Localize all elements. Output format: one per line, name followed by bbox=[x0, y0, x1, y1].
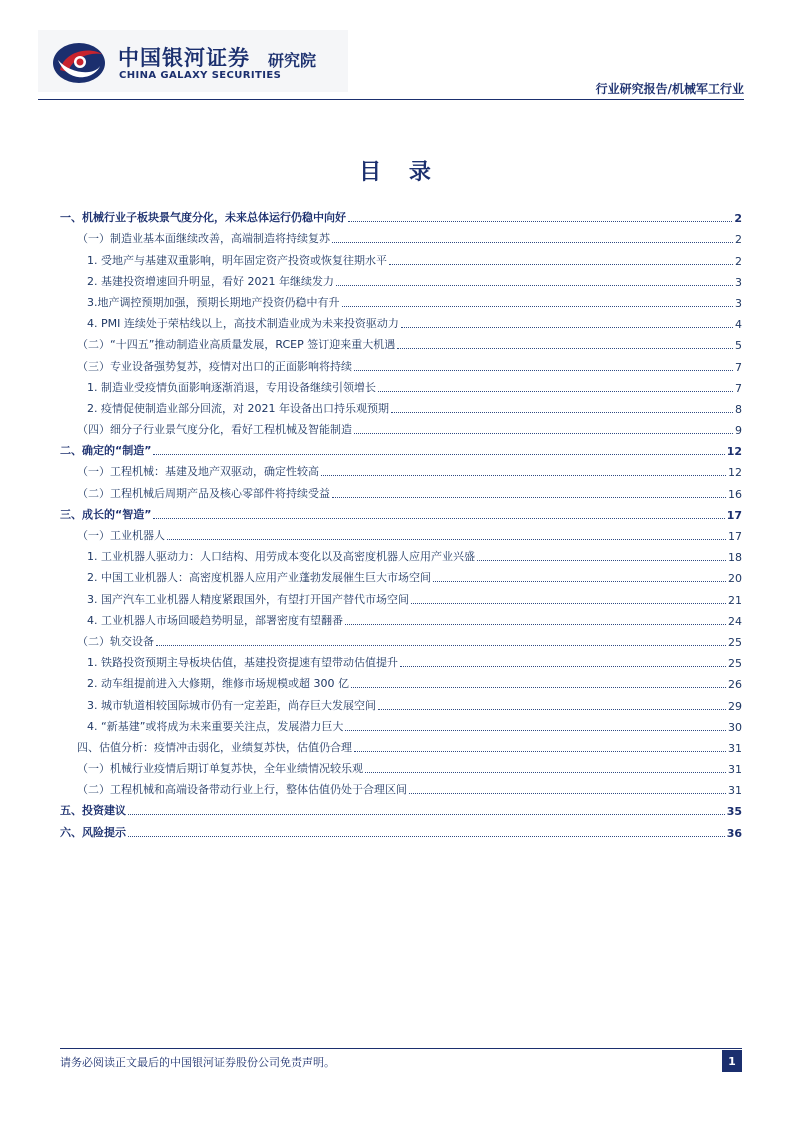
toc-entry[interactable] bbox=[60, 246, 742, 267]
toc-entry-page: 36 bbox=[726, 826, 742, 840]
toc-dot-leader bbox=[365, 772, 726, 773]
toc-entry-text: 2. 中国工业机器人：高密度机器人应用产业蓬勃发展催生巨大市场空间 bbox=[87, 571, 431, 585]
toc-entry-text: 1. 制造业受疫情负面影响逐渐消退，专用设备继续引领增长 bbox=[87, 380, 376, 394]
toc-entry-page: 24 bbox=[728, 614, 742, 628]
company-name-cn: 中国银河证券 bbox=[118, 46, 250, 70]
toc-entry-text: 四、估值分析：疫情冲击弱化，业绩复苏快，估值仍合理 bbox=[77, 740, 352, 754]
toc-dot-leader bbox=[342, 306, 734, 307]
toc-entry-text: （一）制造业基本面继续改善，高端制造将持续复苏 bbox=[77, 232, 330, 246]
toc-entry-text: （二）轨交设备 bbox=[77, 634, 154, 648]
toc-dot-leader bbox=[336, 285, 733, 286]
toc-entry-page: 17 bbox=[726, 508, 742, 522]
toc-entry-text: 3.地产调控预期加强，预期长期地产投资仍稳中有升 bbox=[87, 295, 340, 309]
toc-title: 目 录 bbox=[359, 160, 441, 185]
toc-entry-page: 21 bbox=[728, 593, 742, 607]
toc-entry[interactable] bbox=[60, 628, 742, 649]
toc-entry-page: 12 bbox=[726, 445, 742, 459]
toc-entry-page: 8 bbox=[735, 402, 742, 416]
toc-dot-leader bbox=[332, 497, 726, 498]
footer-divider bbox=[60, 1048, 742, 1049]
toc-entry-page: 3 bbox=[735, 275, 742, 289]
toc-dot-leader bbox=[397, 348, 733, 349]
toc-entry-page: 2 bbox=[734, 212, 742, 226]
toc-entry[interactable] bbox=[60, 797, 742, 818]
toc-entry-page: 7 bbox=[735, 381, 742, 395]
toc-entry-text: （二）工程机械后周期产品及核心零部件将持续受益 bbox=[77, 486, 330, 500]
toc-entry-text: 六、风险提示 bbox=[60, 825, 126, 839]
toc-entry[interactable] bbox=[60, 501, 742, 522]
toc-entry-page: 18 bbox=[728, 551, 742, 565]
toc-entry-page: 25 bbox=[728, 635, 742, 649]
toc-entry-page: 29 bbox=[728, 699, 742, 713]
toc-dot-leader bbox=[401, 327, 733, 328]
toc-entry[interactable] bbox=[60, 691, 742, 712]
toc-entry[interactable] bbox=[60, 437, 742, 458]
toc-dot-leader bbox=[345, 730, 726, 731]
toc-dot-leader bbox=[391, 412, 733, 413]
toc-entry-text: 1. 铁路投资预期主导板块估值，基建投资提速有望带动估值提升 bbox=[87, 656, 398, 670]
toc-entry-text: （三）专业设备强势复苏，疫情对出口的正面影响将持续 bbox=[77, 359, 352, 373]
toc-entry-text: （二）工程机械和高端设备带动行业上行，整体估值仍处于合理区间 bbox=[77, 783, 407, 797]
toc-entry[interactable] bbox=[60, 268, 742, 289]
toc-dot-leader bbox=[128, 814, 725, 815]
toc-entry-page: 5 bbox=[735, 339, 742, 353]
toc-dot-leader bbox=[153, 518, 724, 519]
toc-entry-text: （一）工业机器人 bbox=[77, 529, 165, 542]
toc-entry-page: 9 bbox=[735, 424, 742, 438]
toc-dot-leader bbox=[433, 581, 726, 582]
toc-entry-text: 2. 疫情促使制造业部分回流，对 2021 年设备出口持乐观预期 bbox=[87, 401, 389, 415]
toc-entry-text: 2. 动车组提前进入大修期，维修市场规模或超 300 亿 bbox=[87, 677, 349, 691]
toc-dot-leader bbox=[128, 836, 725, 837]
toc-entry-page: 2 bbox=[735, 254, 742, 268]
toc-dot-leader bbox=[389, 264, 733, 265]
toc-dot-leader bbox=[378, 391, 733, 392]
toc-entry[interactable] bbox=[60, 331, 742, 352]
toc-dot-leader bbox=[153, 454, 724, 455]
toc-entry[interactable] bbox=[60, 289, 742, 310]
toc-entry[interactable] bbox=[60, 204, 742, 225]
toc-dot-leader bbox=[332, 242, 733, 243]
toc-entry-text: 2. 基建投资增速回升明显，看好 2021 年继续发力 bbox=[87, 274, 334, 288]
toc-entry[interactable] bbox=[60, 670, 742, 691]
toc-entry-text: 二、确定的“制造” bbox=[60, 444, 152, 458]
toc-entry[interactable] bbox=[60, 607, 742, 628]
toc-entry-text: 1. 工业机器人驱动力：人口结构、用劳成本变化以及高密度机器人应用产业兴盛 bbox=[87, 550, 475, 564]
toc-entry[interactable] bbox=[60, 522, 742, 543]
toc-dot-leader bbox=[477, 560, 726, 561]
toc-entry-page: 12 bbox=[728, 466, 742, 480]
toc-entry-text: （四）细分子行业景气度分化，看好工程机械及智能制造 bbox=[77, 423, 352, 437]
toc-entry-page: 31 bbox=[728, 741, 742, 755]
toc-dot-leader bbox=[400, 666, 726, 667]
toc-entry-page: 20 bbox=[728, 572, 742, 586]
toc-entry-page: 2 bbox=[735, 233, 742, 247]
toc-entry[interactable] bbox=[60, 395, 742, 416]
toc-entry-text: 3. 城市轨道相较国际城市仍有一定差距，尚存巨大发展空间 bbox=[87, 698, 376, 712]
toc-entry[interactable] bbox=[60, 543, 742, 564]
toc-entry[interactable] bbox=[60, 649, 742, 670]
toc-entry[interactable] bbox=[60, 818, 742, 839]
toc-entry-text: 三、成长的“智造” bbox=[60, 507, 152, 521]
company-name-en: CHINA GALAXY SECURITIES bbox=[119, 70, 282, 81]
toc-entry-page: 7 bbox=[735, 360, 742, 374]
toc-entry-page: 35 bbox=[726, 805, 742, 819]
header-divider bbox=[38, 99, 744, 100]
toc-entry[interactable] bbox=[60, 734, 742, 755]
toc-entry-page: 31 bbox=[728, 763, 742, 777]
toc-dot-leader bbox=[411, 603, 726, 604]
toc-entry-text: 一、机械行业子板块景气度分化，未来总体运行仍稳中向好 bbox=[60, 211, 346, 225]
toc-dot-leader bbox=[354, 751, 726, 752]
toc-dot-leader bbox=[354, 433, 733, 434]
page-number-badge: 1 bbox=[722, 1050, 742, 1072]
toc-entry-page: 4 bbox=[735, 318, 742, 332]
toc-entry[interactable] bbox=[60, 225, 742, 246]
toc-entry-page: 30 bbox=[728, 720, 742, 734]
toc-dot-leader bbox=[167, 539, 726, 540]
toc-entry-text: （一）工程机械：基建及地产双驱动，确定性较高 bbox=[77, 465, 319, 479]
toc-dot-leader bbox=[345, 624, 726, 625]
toc-dot-leader bbox=[409, 793, 726, 794]
toc-entry-page: 31 bbox=[728, 784, 742, 798]
toc-dot-leader bbox=[378, 709, 726, 710]
report-category-tag: 行业研究报告/机械军工行业 bbox=[595, 82, 744, 96]
toc-entry-text: 4. PMI 连续处于荣枯线以上，高技术制造业成为未来投资驱动力 bbox=[87, 317, 399, 331]
galaxy-swirl-logo-icon bbox=[50, 40, 108, 86]
toc-entry-text: 4. 工业机器人市场回暖趋势明显，部署密度有望翻番 bbox=[87, 613, 343, 627]
toc-dot-leader bbox=[321, 475, 726, 476]
toc-entry-page: 17 bbox=[728, 530, 742, 543]
toc-entry-page: 16 bbox=[728, 487, 742, 501]
toc-entry[interactable] bbox=[60, 458, 742, 479]
toc-entry-text: 五、投资建议 bbox=[60, 804, 126, 818]
toc-entry[interactable] bbox=[60, 374, 742, 395]
department-name: 研究院 bbox=[268, 51, 317, 70]
toc-entry-page: 26 bbox=[728, 678, 742, 692]
table-of-contents bbox=[60, 204, 742, 840]
toc-entry[interactable] bbox=[60, 585, 742, 606]
footer-disclaimer: 请务必阅读正文最后的中国银河证券股份公司免责声明。 bbox=[60, 1056, 335, 1069]
toc-entry[interactable] bbox=[60, 352, 742, 373]
toc-entry[interactable] bbox=[60, 564, 742, 585]
toc-entry[interactable] bbox=[60, 713, 742, 734]
toc-entry[interactable] bbox=[60, 755, 742, 776]
toc-dot-leader bbox=[156, 645, 726, 646]
toc-entry-page: 25 bbox=[728, 657, 742, 671]
toc-entry-page: 3 bbox=[735, 296, 742, 310]
toc-dot-leader bbox=[348, 221, 732, 222]
toc-dot-leader bbox=[354, 370, 733, 371]
toc-entry[interactable] bbox=[60, 479, 742, 500]
toc-entry-text: （二）“十四五”推动制造业高质量发展，RCEP 签订迎来重大机遇 bbox=[77, 338, 396, 352]
toc-entry-text: 3. 国产汽车工业机器人精度紧跟国外，有望打开国产替代市场空间 bbox=[87, 592, 409, 606]
toc-entry-text: 1. 受地产与基建双重影响，明年固定资产投资或恢复往期水平 bbox=[87, 253, 387, 267]
toc-entry[interactable] bbox=[60, 310, 742, 331]
toc-entry-text: （一）机械行业疫情后期订单复苏快，全年业绩情况较乐观 bbox=[77, 762, 363, 776]
toc-entry[interactable] bbox=[60, 416, 742, 437]
toc-entry[interactable] bbox=[60, 776, 742, 797]
toc-dot-leader bbox=[351, 687, 726, 688]
toc-entry-text: 4. “新基建”或将成为未来重要关注点，发展潜力巨大 bbox=[87, 719, 344, 733]
